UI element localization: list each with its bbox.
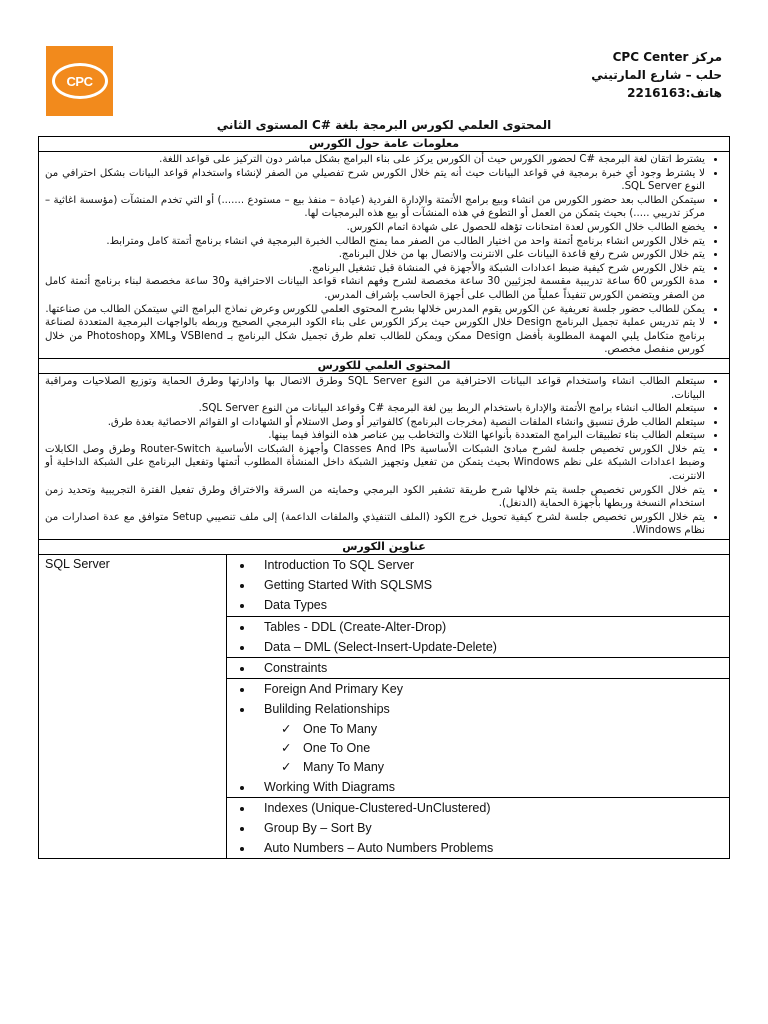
list-item: • سيتعلم الطالب انشاء واستخدام قواعد البيانات الاحترافية من النوع SQL Server وطرق الاتصال بها وادارتها وطرق الحماية وتوزيع الصلاحيات ومراقبة البيانات. — [45, 375, 705, 402]
topic-item: • Working With Diagrams — [254, 777, 729, 797]
relationship-types — [227, 720, 729, 777]
list-item: • مدة الكورس 60 ساعة تدريبية مقسمة لجزئيين 30 ساعة مخصصة لشرح وفهم انشاء قواعد البيانات الاحترافية و30 ساعة مخصصة لبناء برنامج أتمتة كامل من الصفر ويتضمن الكورس تنفيذاً عملياً من الطالب على أجهزة الحاسب بإشراف المدرس. — [45, 275, 705, 302]
document-title: المحتوى العلمي لكورس البرمجة بلغة #C المستوى الثاني — [216, 118, 552, 132]
general-info-cell — [39, 152, 730, 359]
check-icon: ✓ — [281, 740, 292, 755]
list-item: • سيتمكن الطالب بعد حضور الكورس من انشاء وبيع برامج الأتمتة والإدارة الفردية (عيادة – منفذ بيع – مستودع .......) أو التي تخدم المنشآت (مؤسسة اغاثية – مركز تدريبي .....) بحيث يتمكن من العمل أو التطوع في هذه المنشآت أو بيع هذه البرمجيات لها. — [45, 194, 705, 221]
scientific-content-heading: المحتوى العلمي للكورس — [39, 358, 730, 373]
topics-cell — [227, 555, 730, 859]
cpc-logo-text: CPC — [52, 63, 108, 99]
center-phone: هاتف:2216163 — [627, 86, 722, 100]
scientific-content-list — [39, 374, 729, 539]
topic-group — [227, 797, 729, 858]
list-item: • يخضع الطالب خلال الكورس لعدة امتحانات تؤهله للحصول على شهادة اتمام الكورس. — [45, 221, 705, 235]
topic-name: SQL Server — [39, 555, 227, 859]
list-item: • يتم خلال الكورس تخصيص جلسة لشرح كيفية تحويل خرج الكود (الملف التنفيذي والملفات الداعمة) إلى ملف تنصيبي Setup متوافق مع عدة اصدارات من نظام Windows. — [45, 511, 705, 538]
topic-item: • Tables - DDL (Create-Alter-Drop) — [254, 617, 729, 637]
topic-item: • Group By – Sort By — [254, 818, 729, 838]
list-item: • يتم خلال الكورس شرح كيفية ضبط اعدادات الشبكة والأجهزة في المنشاة قبل تشغيل البرنامج. — [45, 262, 705, 276]
topic-group — [227, 555, 729, 616]
list-item: • يمكن للطالب حضور جلسة تعريفية عن الكورس يقوم المدرس خلالها بشرح المحتوى العلمي للكورس وعرض نماذج البرامج التي سيتمكن الطالب من صناعتها. — [45, 303, 705, 317]
center-address: حلب – شارع المارتيني — [591, 68, 722, 82]
check-icon: ✓ — [281, 759, 292, 774]
topic-group — [227, 679, 729, 798]
topic-item: • Data – DML (Select-Insert-Update-Delete) — [254, 637, 729, 657]
list-item: • لا يتم تدريس عملية تجميل البرنامج Design خلال الكورس حيث يركز الكورس على بناء الكود البرمجي الصحيح وربطه بالواجهات البرمجية المتعددة لصناعة برنامج متكامل يلبي المهمة المطلوبة بأفضل Design ممكن ويمكن للطالب تعلم طرق تجميل شكل البرنامج بـ VSBlend وXML وPhotoshop من خلال كورس منفصل مخصص. — [45, 316, 705, 357]
topic-item: • Bulilding Relationships — [254, 699, 729, 719]
topic-item: • Introduction To SQL Server — [254, 555, 729, 575]
topic-item: • Getting Started With SQLSMS — [254, 575, 729, 595]
subtopic-item: ✓ One To One — [281, 739, 729, 758]
center-name: مركز CPC Center — [612, 50, 722, 64]
topic-groups — [227, 555, 729, 858]
list-item: • يتم خلال الكورس شرح رفع قاعدة البيانات على الانترنت والاتصال بها من خلال البرنامج. — [45, 248, 705, 262]
general-info-heading: معلومات عامة حول الكورس — [39, 137, 730, 152]
general-info-list — [39, 152, 729, 358]
topic-item: • Auto Numbers – Auto Numbers Problems — [254, 838, 729, 858]
list-item: • يشترط اتقان لغة البرمجة #C لحضور الكورس حيث أن الكورس يركز على بناء البرامج بشكل مباشر دون التركيز على قواعد اللغة. — [45, 153, 705, 167]
topic-item: • Foreign And Primary Key — [254, 679, 729, 699]
topic-item: • Constraints — [254, 658, 729, 678]
subtopic-item: ✓ One To Many — [281, 720, 729, 739]
center-info — [591, 48, 722, 102]
cpc-logo — [46, 46, 113, 116]
list-item: • يتم خلال الكورس تخصيص جلسة لشرح مبادئ الشبكات الأساسية Classes And IPs وأجهزة الشبكات الأساسية Router-Switch وطرق وصل الكابلات وضبط اعدادات الشبكة على نظم Windows بحيث يتمكن من تفعيل وتجهيز الشبكة داخل المنشأة المطلوب أتمتها وتفعيل البرنامج على الشبكة الداخلية أو الانترنت. — [45, 443, 705, 484]
list-item: • سيتعلم الطالب طرق تنسيق وانشاء الملفات النصية (مخرجات البرنامج) كالفواتير أو وصل الاستلام أو الشهادات او القوائم الاحصائية بعدة طرق. — [45, 416, 705, 430]
topic-group — [227, 658, 729, 679]
list-item: • يتم خلال الكورس تخصيص جلسة يتم خلالها شرح طريقة تشفير الكود البرمجي وحمايته من السرقة والاختراق وطرق تفعيل الفترة التجريبية وتحديد زمن استخدام النسخة وربطها بأجهزة الحماية (الدنغل). — [45, 484, 705, 511]
topic-item: • Indexes (Unique-Clustered-UnClustered) — [254, 798, 729, 818]
course-table — [38, 136, 730, 859]
topic-item: • Data Types — [254, 595, 729, 615]
subtopic-item: ✓ Many To Many — [281, 758, 729, 777]
list-item: • يتم خلال الكورس انشاء برنامج أتمتة واحد من اختيار الطالب من الصفر مما يمنح الطالب الخبرة البرمجية في انشاء برنامج أتمتة كامل ومترابط. — [45, 235, 705, 249]
topic-group — [227, 616, 729, 657]
list-item: • سيتعلم الطالب بناء تطبيقات البرامج المتعددة بأنواعها الثلاث والتخاطب بين عناصر هذه النوافذ فيما بينها. — [45, 429, 705, 443]
course-titles-heading: عناوين الكورس — [39, 540, 730, 555]
scientific-content-cell — [39, 373, 730, 539]
list-item: • لا يشترط وجود أي خبرة برمجية في قواعد البيانات حيث أنه يتم خلال الكورس شرح تفصيلي من الصفر لإنشاء واستخدام قواعد البيانات بشكل احترافي من النوع SQL Server. — [45, 167, 705, 194]
list-item: • سيتعلم الطالب انشاء برامج الأتمتة والإدارة باستخدام الربط بين لغة البرمجة #C وقواعد البيانات من النوع SQL Server. — [45, 402, 705, 416]
check-icon: ✓ — [281, 721, 292, 736]
